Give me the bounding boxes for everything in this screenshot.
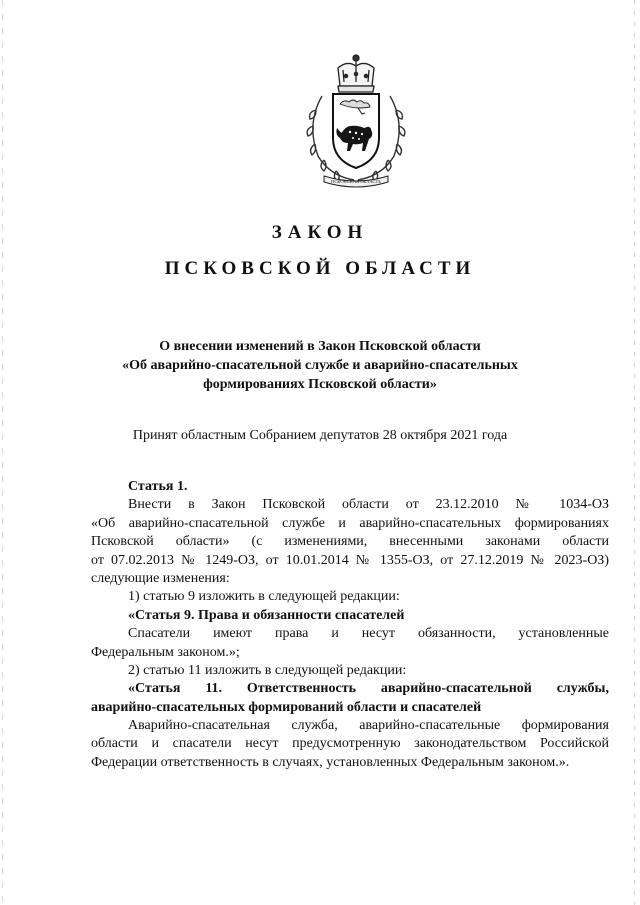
article-11-heading: аварийно-спасательных формирований области и спасателей (91, 699, 482, 715)
paragraph-line: от 07.02.2013 № 1249-ОЗ, от 10.01.2014 № 1355-ОЗ, от 27.12.2019 № 2023-ОЗ) (91, 552, 609, 568)
paragraph-line: Внести в Закон Псковской области от 23.12.2010 № 1034-ОЗ (128, 497, 609, 513)
law-name (95, 337, 545, 394)
pskov-coat-of-arms-icon (300, 52, 412, 192)
paragraph-line: Аварийно-спасательная служба, аварийно-спасательные формирования (128, 718, 609, 734)
document-title: ЗАКОН (271, 222, 369, 243)
paragraph-line: Федерации ответственность в случаях, установленных Федеральным законом.». (91, 754, 570, 770)
article-1 (91, 478, 609, 772)
paragraph-line: «Об аварийно-спасательной службе и аварийно-спасательных формированиях (91, 515, 609, 531)
paragraph-line: Федеральным законом.»; (91, 644, 240, 660)
scan-edge-right (634, 0, 635, 905)
law-name-line: формированиях Псковской области» (203, 377, 437, 392)
document-subtitle: ПСКОВСКОЙ ОБЛАСТИ (164, 258, 476, 279)
article-heading: Статья 1. (128, 479, 188, 494)
article-11-heading: «Статья 11. Ответственность аварийно-спасательной службы, (128, 681, 609, 697)
list-item: 2) статью 11 изложить в следующей редакции: (128, 662, 407, 678)
article-9-heading: «Статья 9. Права и обязанности спасателей (128, 607, 405, 623)
paragraph-line: области и спасатели несут предусмотренную законодательством Российской (91, 736, 609, 752)
adoption-statement: Принят областным Собранием депутатов 28 октября 2021 года (132, 428, 508, 443)
law-name-line: «Об аварийно-спасательной службе и аварийно-спасательных (122, 358, 518, 373)
paragraph-line: Спасатели имеют права и несут обязанности, установленные (128, 626, 609, 642)
paragraph-line: следующие изменения: (91, 570, 230, 586)
list-item: 1) статью 9 изложить в следующей редакции: (128, 589, 400, 605)
scan-edge-left (2, 0, 3, 905)
emblem-ribbon-text: ПСКОВСКАЯ ОБЛАСТЬ (331, 179, 381, 184)
paragraph-line: Псковской области» (с изменениями, внесенными законами области (91, 534, 609, 550)
law-name-line: О внесении изменений в Закон Псковской области (159, 339, 481, 354)
